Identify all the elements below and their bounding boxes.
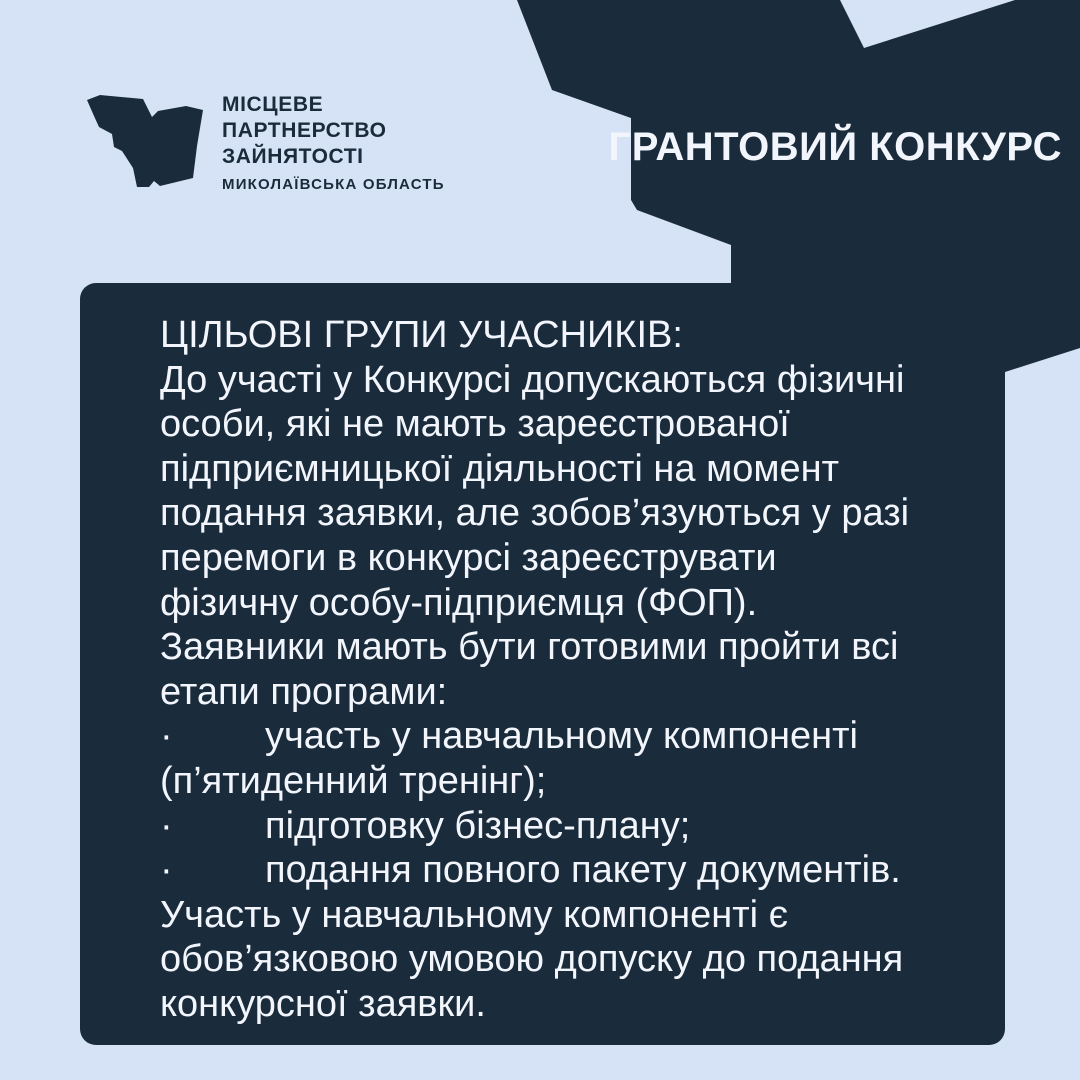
panel-text-line: (п’ятиденний тренінг); bbox=[160, 759, 547, 802]
panel-text-line: · участь у навчальному компоненті bbox=[160, 715, 858, 758]
logo-org-name-line: МІСЦЕВЕ bbox=[222, 93, 324, 116]
panel-text-line: · подання повного пакету документів. bbox=[160, 849, 901, 892]
panel-text-line: перемоги в конкурсі зареєструвати bbox=[160, 536, 777, 579]
panel-text-line: обов’язковою умовою допуску до подання bbox=[160, 938, 904, 981]
panel-text-line: фізичну особу-підприємця (ФОП). bbox=[160, 581, 758, 624]
grant-contest-title: ГРАНТОВИЙ КОНКУРС bbox=[608, 125, 1062, 169]
logo-org-name-line: ЗАЙНЯТОСТІ bbox=[222, 145, 364, 168]
panel-text-line: етапи програми: bbox=[160, 670, 448, 713]
panel-text-line: До участі у Конкурсі допускаються фізичні bbox=[160, 358, 905, 401]
panel-text bbox=[160, 313, 977, 1027]
panel-text-line: підприємницької діяльності на момент bbox=[160, 447, 839, 490]
logo-org-name-line: ПАРТНЕРСТВО bbox=[222, 119, 387, 142]
panel-text-line: Участь у навчальному компоненті є bbox=[160, 893, 789, 936]
logo-region-label: МИКОЛАЇВСЬКА ОБЛАСТЬ bbox=[222, 176, 445, 193]
bullet-marker: · bbox=[160, 804, 173, 847]
bullet-marker: · bbox=[160, 849, 173, 892]
bullet-marker: · bbox=[160, 715, 173, 758]
panel-text-line: конкурсної заявки. bbox=[160, 982, 486, 1025]
panel-text-line: особи, які не мають зареєстрованої bbox=[160, 403, 790, 446]
panel-text-line: ЦІЛЬОВІ ГРУПИ УЧАСНИКІВ: bbox=[160, 314, 683, 356]
content-panel bbox=[80, 283, 1005, 1045]
panel-text-line: подання заявки, але зобов’язуються у разі bbox=[160, 492, 910, 535]
panel-text-line: · підготовку бізнес-плану; bbox=[160, 804, 691, 847]
panel-text-line: Заявники мають бути готовими пройти всі bbox=[160, 626, 899, 669]
